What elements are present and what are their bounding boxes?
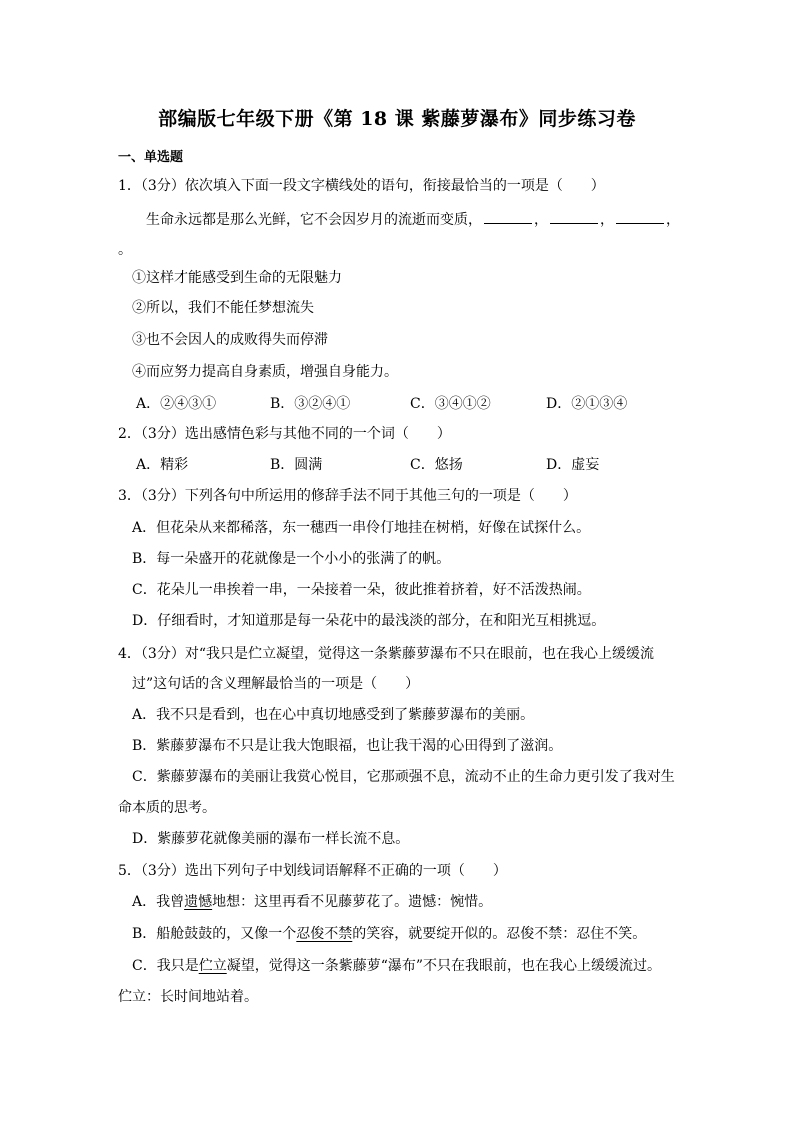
passage-text: 生命永远都是那么光鲜，它不会因岁月的流逝而变质， bbox=[146, 212, 482, 228]
option-text: 的笑容，就要绽开似的。忍俊不禁：忍住不笑。 bbox=[352, 926, 647, 942]
passage-end: 。 bbox=[118, 242, 132, 258]
section-heading: 一、单选题 bbox=[118, 150, 184, 165]
question-4-stem: 4．（3分）对“我只是伫立凝望，觉得这一条紫藤萝瀑布不只在眼前，也在我心上缓缓流 bbox=[118, 646, 654, 662]
underlined-word: 忍俊不禁 bbox=[296, 926, 353, 942]
question-5-option-a[interactable] bbox=[132, 892, 492, 912]
question-4-option-d[interactable]: D．紫藤萝花就像美丽的瀑布一样长流不息。 bbox=[132, 831, 410, 847]
question-1-item: ①这样才能感受到生命的无限魅力 bbox=[132, 270, 342, 286]
blank-1 bbox=[484, 209, 532, 224]
question-1-item: ③也不会因人的成败得失而停滞 bbox=[132, 332, 328, 348]
question-3-option-d[interactable]: D．仔细看时，才知道那是每一朵花中的最浅淡的部分，在和阳光互相挑逗。 bbox=[132, 613, 606, 629]
question-1-stem: 1．（3分）依次填入下面一段文字横线处的语句，衔接最恰当的一项是（ ） bbox=[118, 178, 605, 194]
separator: ， bbox=[666, 212, 680, 228]
option-text: A．我曾 bbox=[132, 894, 185, 910]
question-1-item: ④而应努力提高自身素质，增强自身能力。 bbox=[132, 364, 398, 380]
question-1-option-a[interactable]: A．②④③① bbox=[136, 396, 217, 412]
question-1-option-d[interactable]: D．②①③④ bbox=[546, 396, 628, 412]
question-2-option-c[interactable]: C．悠扬 bbox=[410, 457, 463, 473]
question-2-option-d[interactable]: D．虚妄 bbox=[546, 457, 600, 473]
question-4-option-a[interactable]: A．我不只是看到，也在心中真切地感受到了紫藤萝瀑布的美丽。 bbox=[132, 707, 535, 723]
question-3-option-a[interactable]: A．但花朵从来都稀落，东一穗西一串伶仃地挂在树梢，好像在试探什么。 bbox=[132, 520, 591, 536]
question-4-option-c-cont: 命本质的思考。 bbox=[118, 800, 216, 816]
separator: ， bbox=[534, 212, 548, 228]
option-text: B．船舱鼓鼓的，又像一个 bbox=[132, 926, 297, 942]
question-2-option-b[interactable]: B．圆满 bbox=[270, 457, 323, 473]
blank-3 bbox=[616, 209, 664, 224]
question-4-option-c[interactable]: C．紫藤萝瀑布的美丽让我赏心悦目，它那顽强不息，流动不止的生命力更引发了我对生 bbox=[132, 769, 675, 785]
page-title: 部编版七年级下册《第 18 课 紫藤萝瀑布》同步练习卷 bbox=[158, 108, 636, 130]
question-3-option-b[interactable]: B．每一朵盛开的花就像是一个小小的张满了的帆。 bbox=[132, 551, 451, 567]
question-3-option-c[interactable]: C．花朵儿一串挨着一串，一朵接着一朵，彼此推着挤着，好不活泼热闹。 bbox=[132, 582, 591, 598]
question-1-option-c[interactable]: C．③④①② bbox=[410, 396, 491, 412]
question-5-option-c-cont: 伫立：长时间地站着。 bbox=[118, 989, 258, 1005]
underlined-word: 遗憾 bbox=[184, 894, 213, 910]
question-5-stem: 5．（3分）选出下列句子中划线词语解释不正确的一项（ ） bbox=[118, 863, 507, 879]
question-5-option-c[interactable] bbox=[132, 956, 661, 976]
question-1-passage bbox=[146, 209, 680, 230]
separator: ， bbox=[600, 212, 614, 228]
question-3-stem: 3．（3分）下列各句中所运用的修辞手法不同于其他三句的一项是（ ） bbox=[118, 488, 577, 504]
option-text: C．我只是 bbox=[132, 958, 199, 974]
underlined-word: 伫立 bbox=[198, 958, 227, 974]
option-text: 地想：这里再看不见藤萝花了。遗憾：惋惜。 bbox=[212, 894, 493, 910]
question-1-option-b[interactable]: B．③②④① bbox=[270, 396, 351, 412]
question-2-option-a[interactable]: A．精彩 bbox=[136, 457, 189, 473]
question-4-option-b[interactable]: B．紫藤萝瀑布不只是让我大饱眼福，也让我干渴的心田得到了滋润。 bbox=[132, 738, 563, 754]
question-5-option-b[interactable] bbox=[132, 924, 646, 944]
blank-2 bbox=[550, 209, 598, 224]
question-2-stem: 2．（3分）选出感情色彩与其他不同的一个词（ ） bbox=[118, 426, 451, 442]
option-text: 凝望，觉得这一条紫藤萝“瀑布”不只在我眼前，也在我心上缓缓流过。 bbox=[226, 958, 662, 974]
question-1-item: ②所以，我们不能任梦想流失 bbox=[132, 300, 314, 316]
question-4-stem-cont: 过”这句话的含义理解最恰当的一项是（ ） bbox=[132, 676, 420, 692]
